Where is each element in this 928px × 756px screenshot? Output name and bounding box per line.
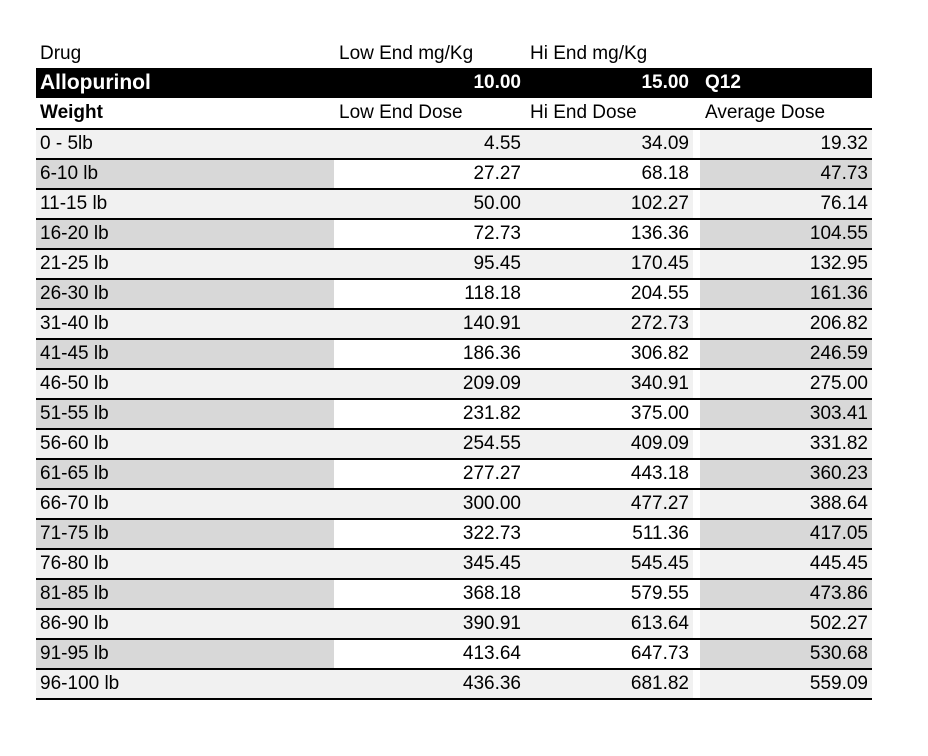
- table-row: [36, 218, 872, 248]
- low-dose-cell: 277.27: [334, 460, 525, 488]
- header-row: [36, 40, 872, 68]
- drug-name: Allopurinol: [40, 71, 151, 94]
- drug-hi-end: 15.00: [641, 72, 689, 93]
- avg-dose-cell: 445.45: [700, 550, 872, 578]
- low-dose-cell: 118.18: [334, 280, 525, 308]
- hi-dose-cell: 340.91: [525, 370, 693, 398]
- dosage-table: [36, 40, 872, 700]
- low-dose-cell: 413.64: [334, 640, 525, 668]
- table-row: [36, 638, 872, 668]
- drug-label: Drug: [40, 43, 82, 64]
- table-row: [36, 668, 872, 700]
- hi-dose-cell: 272.73: [525, 310, 693, 338]
- avg-dose-cell: 19.32: [700, 130, 872, 158]
- weight-cell: 66-70 lb: [36, 490, 334, 518]
- drug-low-end: 10.00: [473, 72, 521, 93]
- hi-dose-cell: 306.82: [525, 340, 693, 368]
- avg-dose-cell: 473.86: [700, 580, 872, 608]
- low-dose-column-header: Low End Dose: [339, 102, 463, 123]
- hi-dose-cell: 68.18: [525, 160, 693, 188]
- low-dose-cell: 186.36: [334, 340, 525, 368]
- avg-dose-cell: 303.41: [700, 400, 872, 428]
- table-row: [36, 368, 872, 398]
- hi-dose-cell: 579.55: [525, 580, 693, 608]
- weight-cell: 61-65 lb: [36, 460, 334, 488]
- low-dose-cell: 209.09: [334, 370, 525, 398]
- avg-dose-cell: 417.05: [700, 520, 872, 548]
- low-dose-cell: 231.82: [334, 400, 525, 428]
- weight-cell: 51-55 lb: [36, 400, 334, 428]
- weight-cell: 31-40 lb: [36, 310, 334, 338]
- weight-cell: 56-60 lb: [36, 430, 334, 458]
- weight-cell: 96-100 lb: [36, 670, 334, 698]
- low-dose-cell: 322.73: [334, 520, 525, 548]
- low-dose-cell: 4.55: [334, 130, 525, 158]
- low-dose-cell: 27.27: [334, 160, 525, 188]
- hi-dose-cell: 511.36: [525, 520, 693, 548]
- low-dose-cell: 390.91: [334, 610, 525, 638]
- column-header-row: [36, 98, 872, 128]
- hi-end-label: Hi End mg/Kg: [530, 43, 648, 64]
- hi-dose-cell: 409.09: [525, 430, 693, 458]
- avg-dose-cell: 161.36: [700, 280, 872, 308]
- low-dose-cell: 50.00: [334, 190, 525, 218]
- low-dose-cell: 140.91: [334, 310, 525, 338]
- table-row: [36, 578, 872, 608]
- low-dose-cell: 95.45: [334, 250, 525, 278]
- hi-dose-column-header: Hi End Dose: [530, 102, 637, 123]
- table-row: [36, 608, 872, 638]
- avg-dose-cell: 530.68: [700, 640, 872, 668]
- table-body: [36, 128, 872, 700]
- avg-dose-cell: 132.95: [700, 250, 872, 278]
- drug-frequency: Q12: [705, 72, 741, 93]
- table-row: [36, 488, 872, 518]
- table-row: [36, 428, 872, 458]
- table-row: [36, 548, 872, 578]
- low-end-label: Low End mg/Kg: [339, 43, 474, 64]
- weight-cell: 16-20 lb: [36, 220, 334, 248]
- table-row: [36, 458, 872, 488]
- avg-dose-cell: 502.27: [700, 610, 872, 638]
- weight-cell: 11-15 lb: [36, 190, 334, 218]
- low-dose-cell: 254.55: [334, 430, 525, 458]
- weight-cell: 71-75 lb: [36, 520, 334, 548]
- low-dose-cell: 368.18: [334, 580, 525, 608]
- avg-dose-cell: 104.55: [700, 220, 872, 248]
- weight-cell: 26-30 lb: [36, 280, 334, 308]
- weight-cell: 91-95 lb: [36, 640, 334, 668]
- avg-dose-column-header: Average Dose: [705, 102, 826, 123]
- avg-dose-cell: 76.14: [700, 190, 872, 218]
- hi-dose-cell: 136.36: [525, 220, 693, 248]
- low-dose-cell: 300.00: [334, 490, 525, 518]
- table-row: [36, 518, 872, 548]
- hi-dose-cell: 204.55: [525, 280, 693, 308]
- weight-column-header: Weight: [40, 102, 103, 123]
- hi-dose-cell: 647.73: [525, 640, 693, 668]
- hi-dose-cell: 443.18: [525, 460, 693, 488]
- drug-row: [36, 68, 872, 98]
- table-row: [36, 338, 872, 368]
- hi-dose-cell: 34.09: [525, 130, 693, 158]
- table-row: [36, 278, 872, 308]
- low-dose-cell: 345.45: [334, 550, 525, 578]
- table-row: [36, 128, 872, 158]
- table-row: [36, 188, 872, 218]
- avg-dose-cell: 388.64: [700, 490, 872, 518]
- hi-dose-cell: 613.64: [525, 610, 693, 638]
- hi-dose-cell: 102.27: [525, 190, 693, 218]
- hi-dose-cell: 375.00: [525, 400, 693, 428]
- table-row: [36, 158, 872, 188]
- table-row: [36, 398, 872, 428]
- avg-dose-cell: 206.82: [700, 310, 872, 338]
- hi-dose-cell: 545.45: [525, 550, 693, 578]
- avg-dose-cell: 275.00: [700, 370, 872, 398]
- weight-cell: 41-45 lb: [36, 340, 334, 368]
- table-row: [36, 248, 872, 278]
- hi-dose-cell: 170.45: [525, 250, 693, 278]
- low-dose-cell: 72.73: [334, 220, 525, 248]
- avg-dose-cell: 559.09: [700, 670, 872, 698]
- table-row: [36, 308, 872, 338]
- avg-dose-cell: 246.59: [700, 340, 872, 368]
- weight-cell: 86-90 lb: [36, 610, 334, 638]
- weight-cell: 46-50 lb: [36, 370, 334, 398]
- weight-cell: 81-85 lb: [36, 580, 334, 608]
- hi-dose-cell: 477.27: [525, 490, 693, 518]
- weight-cell: 21-25 lb: [36, 250, 334, 278]
- avg-dose-cell: 47.73: [700, 160, 872, 188]
- hi-dose-cell: 681.82: [525, 670, 693, 698]
- weight-cell: 0 - 5lb: [36, 130, 334, 158]
- weight-cell: 76-80 lb: [36, 550, 334, 578]
- weight-cell: 6-10 lb: [36, 160, 334, 188]
- avg-dose-cell: 360.23: [700, 460, 872, 488]
- low-dose-cell: 436.36: [334, 670, 525, 698]
- avg-dose-cell: 331.82: [700, 430, 872, 458]
